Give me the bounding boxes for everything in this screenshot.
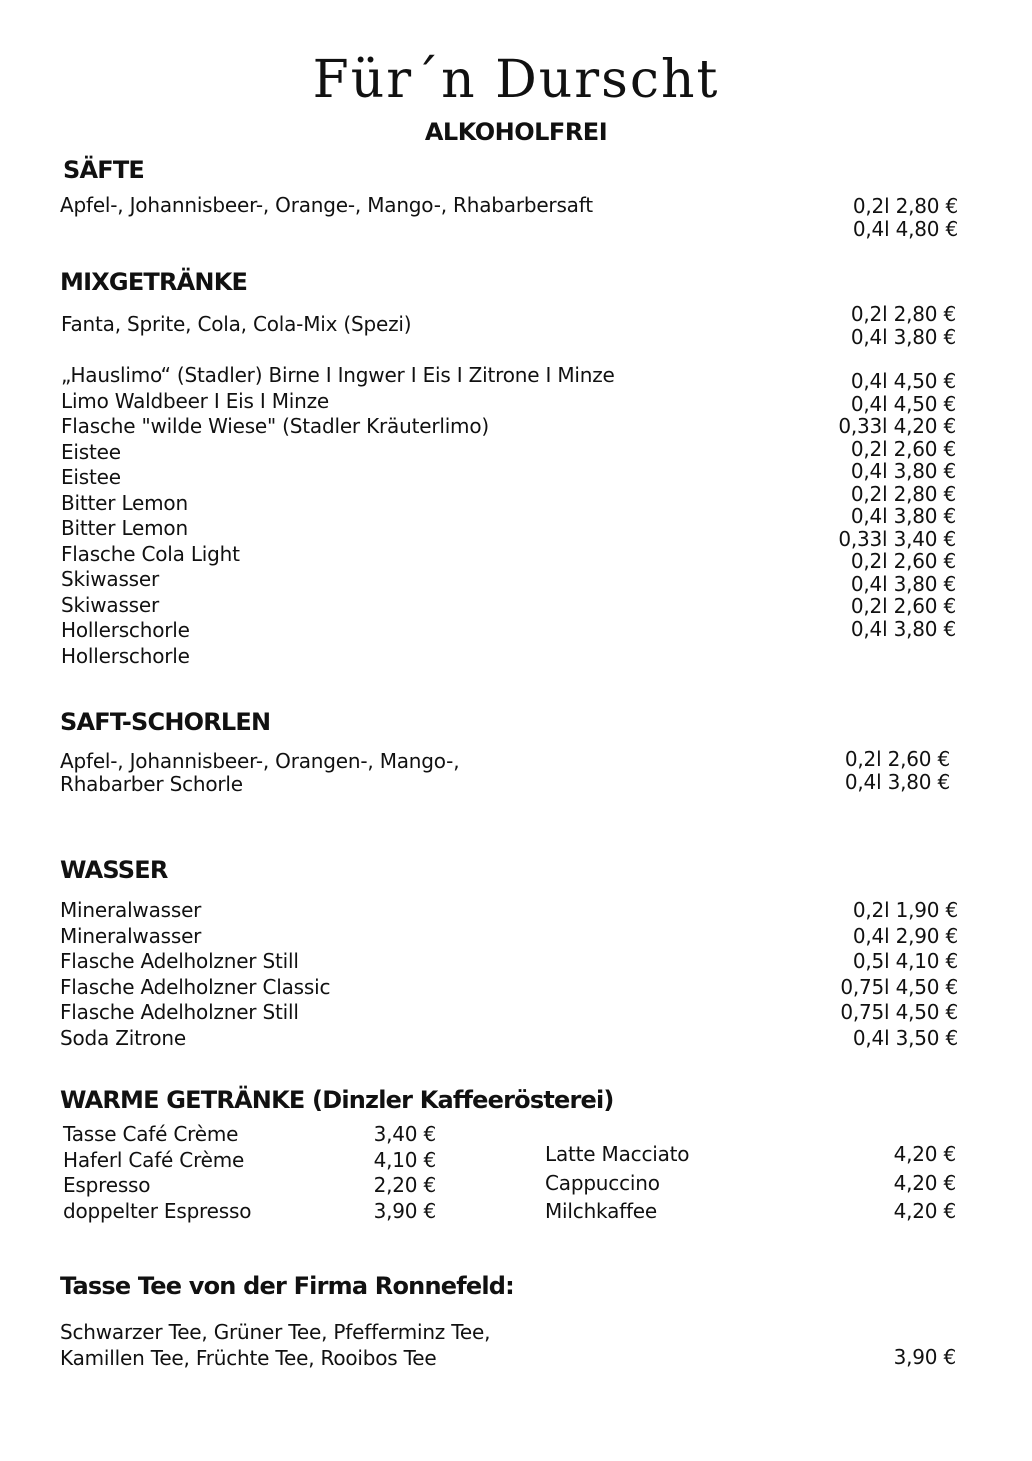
item-list-warm-right — [545, 1140, 689, 1226]
price: 0,2l 2,60 € — [844, 747, 950, 771]
price-list-warm-right — [894, 1140, 956, 1226]
section-heading-wasser: WASSER — [60, 856, 168, 884]
list-item: Mineralwasser — [60, 923, 202, 948]
list-item: Soda Zitrone — [60, 1025, 186, 1050]
item-list-mixgetraenke — [61, 363, 615, 669]
price: 0,5l 4,10 € — [852, 949, 958, 973]
price: 0,75l 4,50 € — [840, 974, 958, 999]
menu-subtitle: ALKOHOLFREI — [424, 118, 608, 146]
price: 4,10 € — [373, 1147, 436, 1172]
price: 0,4l 3,50 € — [852, 1025, 958, 1050]
price: 2,20 € — [373, 1173, 436, 1197]
price: 3,40 € — [373, 1122, 436, 1146]
list-item: Milchkaffee — [545, 1199, 658, 1223]
list-item: Flasche Adelholzner Still — [60, 949, 299, 973]
price-list-mixgetraenke — [838, 370, 956, 640]
list-item: Bitter Lemon — [61, 490, 188, 515]
list-item: Mineralwasser — [60, 898, 202, 922]
price: 0,75l 4,50 € — [840, 1000, 958, 1024]
section-heading-tee: Tasse Tee von der Firma Ronnefeld: — [60, 1272, 514, 1300]
price: 0,4l 3,80 € — [850, 459, 956, 483]
list-item: Eistee — [61, 465, 121, 489]
menu-item: Apfel-, Johannisbeer-, Orange-, Mango-, Rhabarbersaft — [60, 193, 593, 217]
price-list — [853, 195, 958, 240]
list-item: Haferl Café Crème — [63, 1147, 245, 1172]
price-list-schorlen — [845, 748, 950, 793]
price: 0,33l 3,40 € — [838, 526, 956, 551]
item-list-tee — [60, 1320, 490, 1371]
price: 0,2l 2,60 € — [850, 549, 956, 573]
price: 3,90 € — [893, 1345, 956, 1369]
list-item: Flasche Adelholzner Classic — [60, 974, 331, 999]
price: 0,4l 3,80 € — [844, 769, 950, 794]
price: 0,2l 2,80 € — [850, 481, 956, 506]
price: 0,2l 2,60 € — [850, 594, 956, 618]
list-item: Limo Waldbeer I Eis I Minze — [61, 388, 330, 413]
list-item: Skiwasser — [61, 592, 160, 617]
list-item: Latte Macciato — [545, 1142, 690, 1166]
price-list-warm-left — [374, 1122, 436, 1224]
list-item: doppelter Espresso — [63, 1198, 252, 1223]
price: 0,2l 1,90 € — [852, 898, 958, 922]
list-item: Flasche Adelholzner Still — [60, 1000, 299, 1024]
list-item: Hollerschorle — [61, 618, 190, 642]
item-list-wasser — [60, 898, 330, 1051]
section-heading-saft-schorlen: SAFT-SCHORLEN — [60, 708, 271, 736]
list-item: „Hauslimo“ (Stadler) Birne I Ingwer I Eis I Zitrone I Minze — [61, 363, 615, 387]
price: 0,4l 4,50 € — [850, 391, 956, 416]
price: 0,4l 3,80 € — [850, 616, 956, 641]
price: 4,20 € — [893, 1199, 956, 1223]
price: 0,33l 4,20 € — [838, 414, 956, 438]
list-item: Bitter Lemon — [61, 516, 188, 540]
list-item: Skiwasser — [61, 567, 160, 591]
section-heading-saefte: SÄFTE — [63, 156, 145, 184]
list-item: Hollerschorle — [61, 643, 190, 668]
menu-title: Für´n Durscht — [312, 50, 720, 110]
list-item: Flasche Cola Light — [61, 541, 240, 566]
price: 3,90 € — [373, 1198, 436, 1223]
price: 0,4l 3,80 € — [850, 571, 956, 596]
price: 4,20 € — [893, 1170, 956, 1195]
list-item: Flasche "wilde Wiese" (Stadler Kräuterlimo) — [61, 414, 489, 438]
list-item: Espresso — [63, 1173, 151, 1197]
price: 0,2l 2,60 € — [850, 436, 956, 461]
list-item: Rhabarber Schorle — [60, 772, 243, 796]
price: 0,4l 4,80 € — [852, 216, 958, 241]
list-item: Schwarzer Tee, Grüner Tee, Pfefferminz Tee, — [60, 1320, 491, 1344]
price: 0,4l 3,80 € — [850, 324, 956, 349]
section-heading-warme-getraenke: WARME GETRÄNKE (Dinzler Kaffeerösterei) — [60, 1086, 614, 1114]
price-list-wasser — [840, 898, 958, 1051]
list-item: Tasse Café Crème — [63, 1122, 239, 1146]
item-list-schorlen — [60, 750, 459, 796]
list-item: Eistee — [61, 439, 121, 464]
section-heading-mixgetraenke: MIXGETRÄNKE — [60, 268, 248, 296]
list-item: Cappuccino — [545, 1170, 660, 1195]
price: 0,2l 2,80 € — [852, 194, 958, 218]
price: 0,4l 3,80 € — [850, 504, 956, 528]
item-list-warm-left — [63, 1122, 251, 1224]
price: 0,2l 2,80 € — [850, 302, 956, 326]
price-list — [851, 303, 956, 348]
list-item: Apfel-, Johannisbeer-, Orangen-, Mango-, — [60, 749, 460, 773]
list-item: Kamillen Tee, Früchte Tee, Rooibos Tee — [60, 1345, 437, 1370]
price: 0,4l 2,90 € — [852, 923, 958, 948]
price: 4,20 € — [893, 1142, 956, 1166]
price: 0,4l 4,50 € — [850, 369, 956, 393]
menu-item: Fanta, Sprite, Cola, Cola-Mix (Spezi) — [61, 312, 412, 336]
